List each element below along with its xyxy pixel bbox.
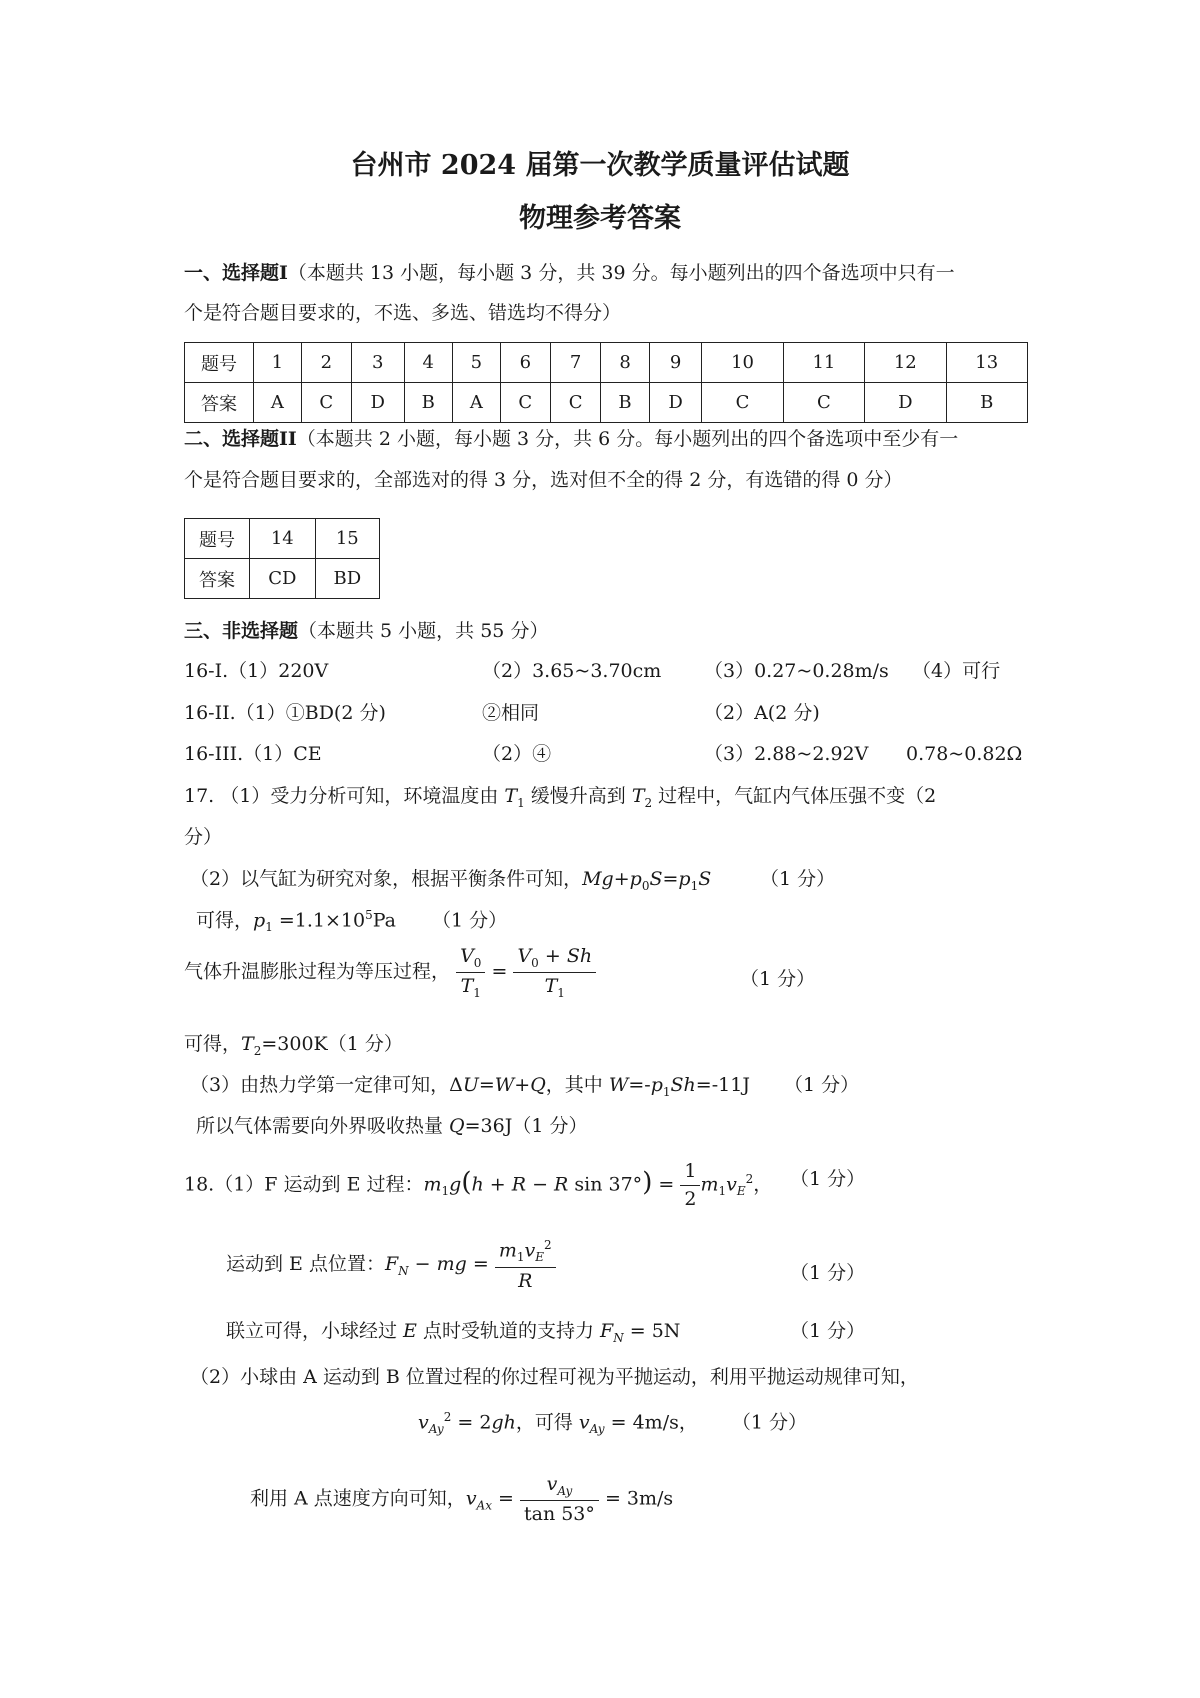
question-number-cell: 10 (702, 343, 783, 383)
question-number-cell: 12 (865, 343, 946, 383)
q16-3-part2: （2）④ (482, 743, 552, 765)
fraction-v0-t1: $\frac{V_0}{T_1}$ (456, 945, 485, 1000)
answer-cell: D (351, 383, 404, 423)
q18-part2: 运动到 E 点位置：$F_N$ − mg = $\frac{m_1v_E^2}{R}$ (226, 1238, 556, 1292)
q17-part6: （3）由热力学第一定律可知，ΔU=W+Q，其中 $W=-p_1Sh=-11J$ （1 分） (190, 1074, 860, 1099)
q16-2-part3: （2）A(2 分) (704, 702, 820, 724)
q16-3-part3: （3）2.88~2.92V (704, 743, 869, 765)
q16-2-part2: ②相同 (482, 702, 540, 724)
q17-part7: 所以气体需要向外界吸收热量 Q=36J（1 分） (196, 1115, 588, 1137)
question-number-cell: 4 (404, 343, 452, 383)
section2-desc: （本题共 2 小题，每小题 3 分，共 6 分。每小题列出的四个备选项中至少有一 (296, 428, 959, 450)
q18-part1: 18.（1）F 运动到 E 过程：$m_1g(h + R - R$ sin 37°) = $\frac{1}{2}$ $m_1v_E^2$， (184, 1160, 773, 1210)
q18-part4: （2）小球由 A 运动到 B 位置过程的你过程可视为平抛运动，利用平抛运动规律可知， (190, 1366, 919, 1388)
q16-3-part1: 16-III.（1）CE (184, 743, 322, 765)
q18-part1-score: （1 分） (790, 1168, 866, 1190)
q16-1-part1: 16-I.（1）220V (184, 660, 329, 682)
question-number-cell: 9 (649, 343, 702, 383)
question-number-cell: 13 (946, 343, 1028, 383)
answer-cell: D (649, 383, 702, 423)
question-number-cell: 15 (315, 519, 379, 559)
q16-3-part4: 0.78~0.82Ω (906, 743, 1023, 765)
q17-part5: 可得，$T_2=300K(1$ 分） (184, 1033, 403, 1058)
answer-cell: D (865, 383, 946, 423)
table-row-answers (185, 383, 1028, 423)
q17-part2: （2）以气缸为研究对象，根据平衡条件可知，$Mg+p_0S=p_1S$ (190, 868, 712, 893)
answer-cell: C (783, 383, 864, 423)
table-header-cell: 题号 (185, 519, 250, 559)
answer-cell: C (301, 383, 351, 423)
answer-cell: C (702, 383, 783, 423)
q18-part2-score: （1 分） (790, 1262, 866, 1284)
q16-1-part3: （3）0.27~0.28m/s (704, 660, 889, 682)
question-number-cell: 2 (301, 343, 351, 383)
answer-cell: A (453, 383, 501, 423)
section1-desc-line1 (184, 262, 955, 285)
fraction-vay-tan53: $\frac{v_{Ay}}{\tan 53^\circ}$ (520, 1473, 599, 1526)
answer-table-1 (184, 342, 1028, 423)
fraction-half: $\frac{1}{2}$ (680, 1160, 700, 1211)
question-number-cell: 14 (250, 519, 316, 559)
q17-part1-line1: 17. （1）受力分析可知，环境温度由 $T_1$ 缓慢升高到 $T_2$ 过程中，气缸内气体压强不变（2 (184, 785, 937, 810)
question-number-cell: 1 (254, 343, 302, 383)
section3-desc: （本题共 5 小题，共 55 分） (298, 620, 549, 642)
q16-1-part2: （2）3.65~3.70cm (482, 660, 662, 682)
section1-heading: 一、选择题I (184, 262, 288, 284)
table-header-cell: 题号 (185, 343, 254, 383)
q16-1-part4: （4）可行 (912, 660, 1001, 682)
section2-desc-line1 (184, 428, 958, 451)
fraction-v0sh-t1: $\frac{V_0 + Sh}{T_1}$ (513, 945, 596, 1000)
q17-part3: 可得，$p_1 =1.1\times 10^5Pa$ （1 分） (196, 908, 508, 935)
q18-part5: $v_{Ay}^2 = 2gh$，可得 $v_{Ay} = 4m/s$， （1 分） (418, 1410, 807, 1437)
question-number-cell: 3 (351, 343, 404, 383)
section2-heading: 二、选择题II (184, 428, 297, 450)
question-number-cell: 11 (783, 343, 864, 383)
section3-heading: 三、非选择题 (184, 620, 299, 642)
answer-cell: B (404, 383, 452, 423)
answer-table-2 (184, 518, 380, 599)
section1-desc: （本题共 13 小题，每小题 3 分，共 39 分。每小题列出的四个备选项中只有一 (287, 262, 955, 284)
q17-part1-line2: 分） (184, 826, 223, 848)
table-row-questions (185, 343, 1028, 383)
q16-2-part1: 16-II.（1）①BD(2 分) (184, 702, 386, 724)
table-row-questions (185, 519, 380, 559)
q18-part6: 利用 A 点速度方向可知，$v_{Ax}$ = $\frac{v_{Ay}}{\tan 53^\circ}$ = 3m/s (250, 1473, 674, 1526)
table-row-answers (185, 559, 380, 599)
question-number-cell: 8 (601, 343, 649, 383)
q17-part2-score: （1 分） (760, 868, 836, 890)
table-header-cell: 答案 (185, 559, 250, 599)
q18-part3-score: （1 分） (790, 1320, 866, 1342)
answer-cell: B (946, 383, 1028, 423)
page-title: 台州市 2024 届第一次教学质量评估试题 (350, 150, 850, 181)
section1-desc-line2: 个是符合题目要求的，不选、多选、错选均不得分） (184, 302, 622, 324)
q18-part3: 联立可得，小球经过 E 点时受轨道的支持力 $F_N = 5N$ (226, 1320, 681, 1345)
question-number-cell: 5 (453, 343, 501, 383)
answer-cell: BD (315, 559, 379, 599)
answer-cell: B (601, 383, 649, 423)
fraction-mv2-r: $\frac{m_1v_E^2}{R}$ (495, 1238, 556, 1292)
answer-cell: CD (250, 559, 316, 599)
q17-part4-score: （1 分） (740, 968, 816, 990)
section3-line (184, 620, 548, 643)
section2-desc-line2: 个是符合题目要求的，全部选对的得 3 分，选对但不全的得 2 分，有选错的得 0 分） (184, 469, 903, 491)
q17-part4: 气体升温膨胀过程为等压过程， $\frac{V_0}{T_1}$ = $\frac{V_0 + Sh}{T_1}$ (184, 945, 596, 1000)
question-number-cell: 7 (550, 343, 600, 383)
answer-cell: C (500, 383, 550, 423)
table-header-cell: 答案 (185, 383, 254, 423)
answer-cell: C (550, 383, 600, 423)
answer-cell: A (254, 383, 302, 423)
page-subtitle: 物理参考答案 (519, 203, 681, 234)
question-number-cell: 6 (500, 343, 550, 383)
